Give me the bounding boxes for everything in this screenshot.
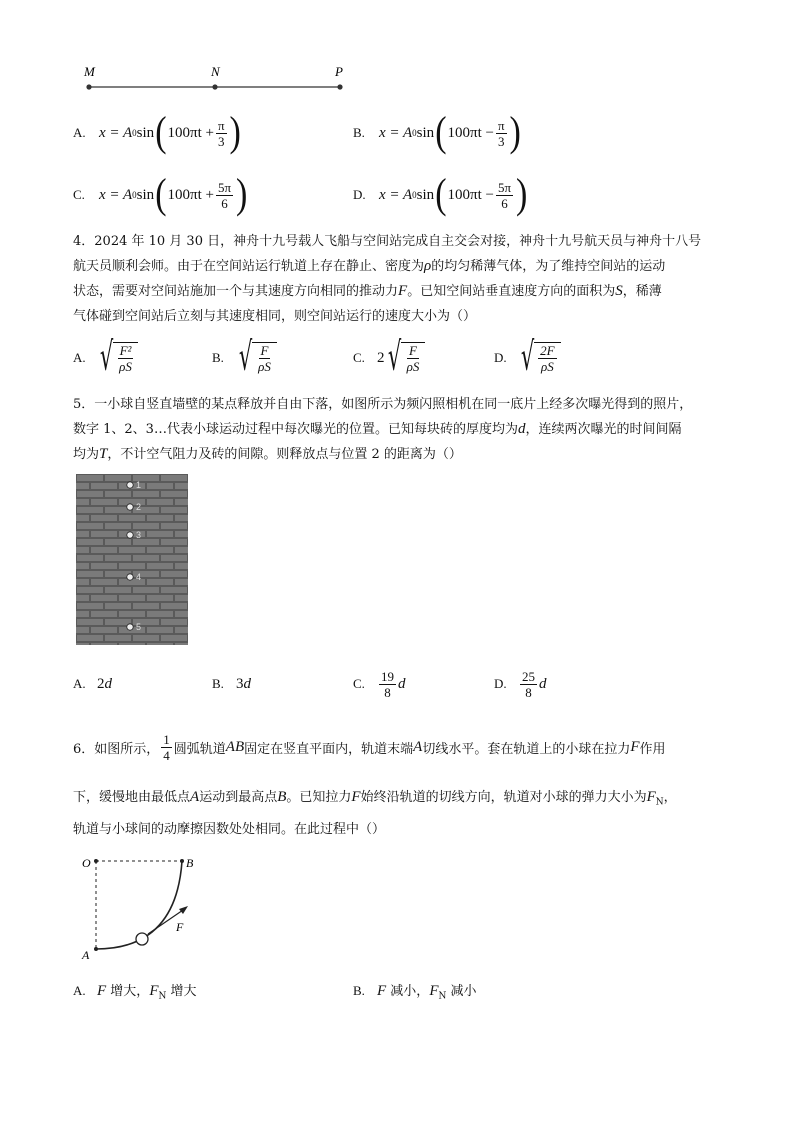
- expr-func: sin: [416, 124, 435, 141]
- frac-num: 19: [381, 668, 394, 684]
- option-value: [236, 676, 251, 693]
- paren-right: ): [236, 171, 248, 218]
- q3-option-b[interactable]: [353, 109, 522, 156]
- q6-line-2: [73, 785, 677, 816]
- fraction: [379, 669, 396, 700]
- frac-num: π: [497, 117, 505, 133]
- frac-num: 5π: [497, 179, 512, 195]
- ball-label-1: 1: [136, 480, 142, 490]
- d-symbol: d: [517, 421, 526, 437]
- brick-wall-figure: [76, 474, 188, 645]
- point-n: [212, 84, 217, 89]
- option-letter: B.: [353, 983, 365, 998]
- option-number: 2: [97, 675, 105, 692]
- mnp-figure: [80, 62, 350, 96]
- frac-den: 3: [218, 133, 225, 149]
- frac-den: ρS: [406, 359, 420, 374]
- quarter-fraction: [161, 732, 172, 763]
- q5-line-3b: ，不计空气阻力及砖的间隙。则释放点与位置 2 的距离为（）: [107, 447, 462, 462]
- paren-right: ): [229, 109, 241, 156]
- point-p: [337, 84, 342, 89]
- f-symbol: F: [97, 983, 107, 999]
- paren-right: ): [516, 171, 528, 218]
- q6-option-a[interactable]: [73, 978, 197, 1010]
- expr-func: sin: [136, 186, 155, 203]
- q6-line-1: [73, 727, 666, 767]
- q6-line-1c: 切线水平。套在轨道上的小球在拉力: [422, 741, 631, 757]
- q6-line-1d: 作用: [639, 741, 666, 757]
- option-var: d: [243, 675, 251, 692]
- q4-line-3c: ，稀薄: [622, 284, 662, 299]
- ball-1: [127, 482, 133, 488]
- q4-line-4: 气体碰到空间站后立刻与其速度相同，则空间站运行的速度大小为（）: [73, 309, 477, 324]
- option-text-2: 减小: [446, 984, 477, 999]
- q4-option-b[interactable]: [212, 336, 277, 380]
- frac-num: F: [260, 343, 269, 358]
- q3-expression: [99, 109, 242, 156]
- paren-left: (: [155, 109, 167, 156]
- expr-func: sin: [416, 186, 435, 203]
- option-letter: A.: [73, 983, 86, 998]
- expr-sub: 0: [132, 128, 137, 138]
- option-letter: A.: [73, 676, 86, 691]
- frac-den: 4: [163, 747, 170, 763]
- sqrt: [97, 334, 138, 381]
- ball: [136, 933, 148, 945]
- frac-num: 1: [163, 731, 170, 747]
- q6-option-b[interactable]: [353, 978, 477, 1010]
- radical-sign: √: [238, 334, 253, 381]
- q3-option-a[interactable]: [73, 109, 242, 156]
- q4-line-3a: 状态，需要对空间站施加一个与其速度方向相同的推动力: [73, 284, 399, 299]
- q6-prefix: 6．如图所示，: [73, 741, 160, 757]
- option-letter: D.: [494, 676, 507, 691]
- option-letter: C.: [73, 187, 85, 202]
- frac-num: 5π: [217, 179, 232, 195]
- fraction: [117, 343, 134, 374]
- expr-lhs: x = A: [99, 124, 133, 141]
- sqrt-body: [252, 342, 277, 374]
- paren-left: (: [435, 171, 447, 218]
- frac-den: 6: [221, 195, 228, 211]
- fraction: [538, 343, 556, 374]
- option-coef: 2: [377, 349, 385, 366]
- fraction: [520, 669, 537, 700]
- ball-label-4: 4: [136, 572, 142, 582]
- frac-den: ρS: [119, 359, 132, 374]
- option-text-2: 增大: [166, 984, 197, 999]
- expr-lhs: x = A: [379, 186, 413, 203]
- q4-line-3b: 。已知空间站垂直速度方向的面积为: [407, 284, 616, 299]
- q5-option-b[interactable]: [212, 664, 251, 704]
- label-p: P: [335, 64, 343, 79]
- q6-line-2d: 始终沿轨道的切线方向，轨道对小球的弹力大小为: [360, 790, 647, 805]
- rho-symbol: ρ: [424, 258, 432, 274]
- fraction: [256, 343, 273, 374]
- option-var: d: [398, 675, 406, 692]
- label-a: A: [82, 948, 90, 962]
- frac-num: F²: [119, 343, 132, 358]
- label-f: F: [176, 920, 184, 934]
- expr-inner: 100πt +: [167, 186, 214, 203]
- q5-line-1: 5．一小球自竖直墙壁的某点释放并自由下落，如图所示为频闪照相机在同一底片上经多次曝光得到的照片，: [73, 397, 693, 412]
- a-symbol: A: [190, 789, 200, 805]
- paren-left: (: [435, 109, 447, 156]
- option-letter: A.: [73, 125, 86, 140]
- q6-line-2c: 。已知拉力: [286, 790, 352, 805]
- frac-den: ρS: [540, 359, 554, 374]
- option-var: d: [539, 675, 547, 692]
- expr-sub: 0: [412, 190, 417, 200]
- q4-option-a[interactable]: [73, 336, 138, 380]
- paren-left: (: [155, 171, 167, 218]
- f-symbol: F: [377, 983, 387, 999]
- ball-3: [127, 532, 133, 538]
- label-n: N: [211, 64, 220, 79]
- fraction: [496, 180, 513, 211]
- frac-den: ρS: [258, 359, 271, 374]
- q6-line-1b: 固定在竖直平面内，轨道末端: [244, 741, 414, 757]
- option-letter: C.: [353, 676, 365, 691]
- point-m: [86, 84, 91, 89]
- ball-2: [127, 504, 133, 510]
- f-symbol: F: [351, 789, 361, 805]
- q4-line-2b: 的均匀稀薄气体，为了维持空间站的运动: [431, 259, 666, 274]
- q5-line-3: [73, 442, 733, 467]
- q3-option-c[interactable]: [73, 171, 248, 218]
- option-value: [97, 676, 112, 693]
- expr-func: sin: [136, 124, 155, 141]
- q3-expression: [99, 171, 248, 218]
- q4-line-1: 4．2024 年 10 月 30 日，神舟十九号载人飞船与空间站完成自主交会对接，神舟十九号航天员与神舟十八号: [73, 234, 702, 249]
- option-number: 3: [236, 675, 244, 692]
- q4-line-3: [73, 279, 733, 304]
- arc-track-svg: [76, 853, 206, 965]
- q6-line-2e: ，: [663, 790, 677, 805]
- q4-option-d[interactable]: [494, 336, 561, 380]
- frac-num: 25: [522, 668, 535, 684]
- a-symbol: A: [413, 738, 423, 755]
- brick-wall: [76, 474, 188, 645]
- force-symbol: F: [398, 283, 408, 299]
- fn-subscript: N: [158, 991, 167, 1002]
- fraction: [216, 180, 233, 211]
- sqrt-body: [113, 342, 138, 374]
- fraction: [216, 118, 227, 149]
- frac-num: 2F: [540, 343, 555, 358]
- option-letter: B.: [212, 350, 224, 365]
- expr-sub: 0: [132, 190, 137, 200]
- fraction: [405, 343, 422, 374]
- q5-line-3a: 均为: [73, 447, 100, 462]
- option-letter: B.: [212, 676, 224, 691]
- radical-sign: √: [99, 334, 114, 381]
- q3-expression: [379, 109, 522, 156]
- q6-line-3: 轨道与小球间的动摩擦因数处处相同。在此过程中（）: [73, 822, 386, 837]
- expr-lhs: x = A: [379, 124, 413, 141]
- fn-symbol: F: [646, 789, 656, 805]
- q5-stem: [73, 392, 733, 467]
- option-letter: A.: [73, 350, 86, 365]
- sqrt-body: [401, 342, 426, 374]
- sqrt: [518, 334, 561, 381]
- area-symbol: S: [615, 283, 623, 299]
- brick-wall-svg: [76, 474, 188, 645]
- ball-5: [127, 624, 133, 630]
- point-b: [180, 859, 184, 863]
- label-o: O: [82, 856, 91, 870]
- fn-subscript: N: [655, 797, 664, 808]
- option-letter: D.: [353, 187, 366, 202]
- fn-symbol: F: [429, 983, 439, 999]
- b-symbol: B: [277, 789, 287, 805]
- frac-den: 8: [384, 684, 391, 700]
- expr-lhs: x = A: [99, 186, 133, 203]
- frac-den: 6: [501, 195, 508, 211]
- force-arrow-head: [179, 906, 188, 914]
- q5-line-2b: ，连续两次曝光的时间间隔: [525, 422, 682, 437]
- point-a: [94, 947, 98, 951]
- q5-option-d[interactable]: [494, 664, 547, 704]
- q5-line-2a: 数字 1、2、3…代表小球运动过程中每次曝光的位置。已知每块砖的厚度均为: [73, 422, 518, 437]
- sqrt: [236, 334, 277, 381]
- q5-option-a[interactable]: [73, 664, 112, 704]
- ball-4: [127, 574, 133, 580]
- fn-subscript: N: [438, 991, 447, 1002]
- frac-num: π: [217, 117, 225, 133]
- q4-line-2: [73, 254, 733, 279]
- q5-line-2: [73, 417, 733, 442]
- option-letter: C.: [353, 350, 365, 365]
- q6-line-2a: 下，缓慢地由最低点: [73, 790, 191, 805]
- radical-sign: √: [520, 334, 535, 381]
- expr-inner: 100πt −: [447, 186, 494, 203]
- expr-sub: 0: [412, 128, 417, 138]
- q3-option-d[interactable]: [353, 171, 528, 218]
- q6-line-1a: 圆弧轨道: [173, 741, 226, 757]
- q3-expression: [379, 171, 528, 218]
- expr-inner: 100πt +: [167, 124, 214, 141]
- label-b: B: [186, 856, 194, 870]
- expr-inner: 100πt −: [447, 124, 494, 141]
- fn-symbol: F: [149, 983, 159, 999]
- frac-den: 8: [525, 684, 532, 700]
- option-var: d: [104, 675, 112, 692]
- mnp-line-svg: [80, 62, 350, 96]
- paren-right: ): [509, 109, 521, 156]
- option-text-1: 减小，: [386, 984, 430, 999]
- ball-label-2: 2: [136, 502, 142, 512]
- option-letter: B.: [353, 125, 365, 140]
- sqrt: [385, 334, 426, 381]
- ball-label-5: 5: [136, 622, 142, 632]
- radical-sign: √: [387, 334, 401, 381]
- t-symbol: T: [99, 446, 108, 462]
- sqrt-body: [534, 342, 560, 374]
- ab-symbol: AB: [225, 738, 245, 755]
- q4-stem: [73, 229, 733, 329]
- frac-den: 3: [498, 133, 505, 149]
- option-letter: D.: [494, 350, 507, 365]
- frac-num: F: [409, 343, 417, 358]
- f-symbol: F: [630, 738, 640, 755]
- q5-option-c[interactable]: [353, 664, 406, 704]
- q6-line-2b: 运动到最高点: [199, 790, 278, 805]
- ball-label-3: 3: [136, 530, 142, 540]
- option-text-1: 增大，: [106, 984, 150, 999]
- q4-option-c[interactable]: [353, 336, 425, 380]
- fraction: [496, 118, 507, 149]
- point-o: [94, 859, 98, 863]
- arc-track-figure: [76, 853, 206, 965]
- q4-line-2a: 航天员顺利会师。由于在空间站运行轨道上存在静止、密度为: [73, 259, 425, 274]
- label-m: M: [84, 64, 95, 79]
